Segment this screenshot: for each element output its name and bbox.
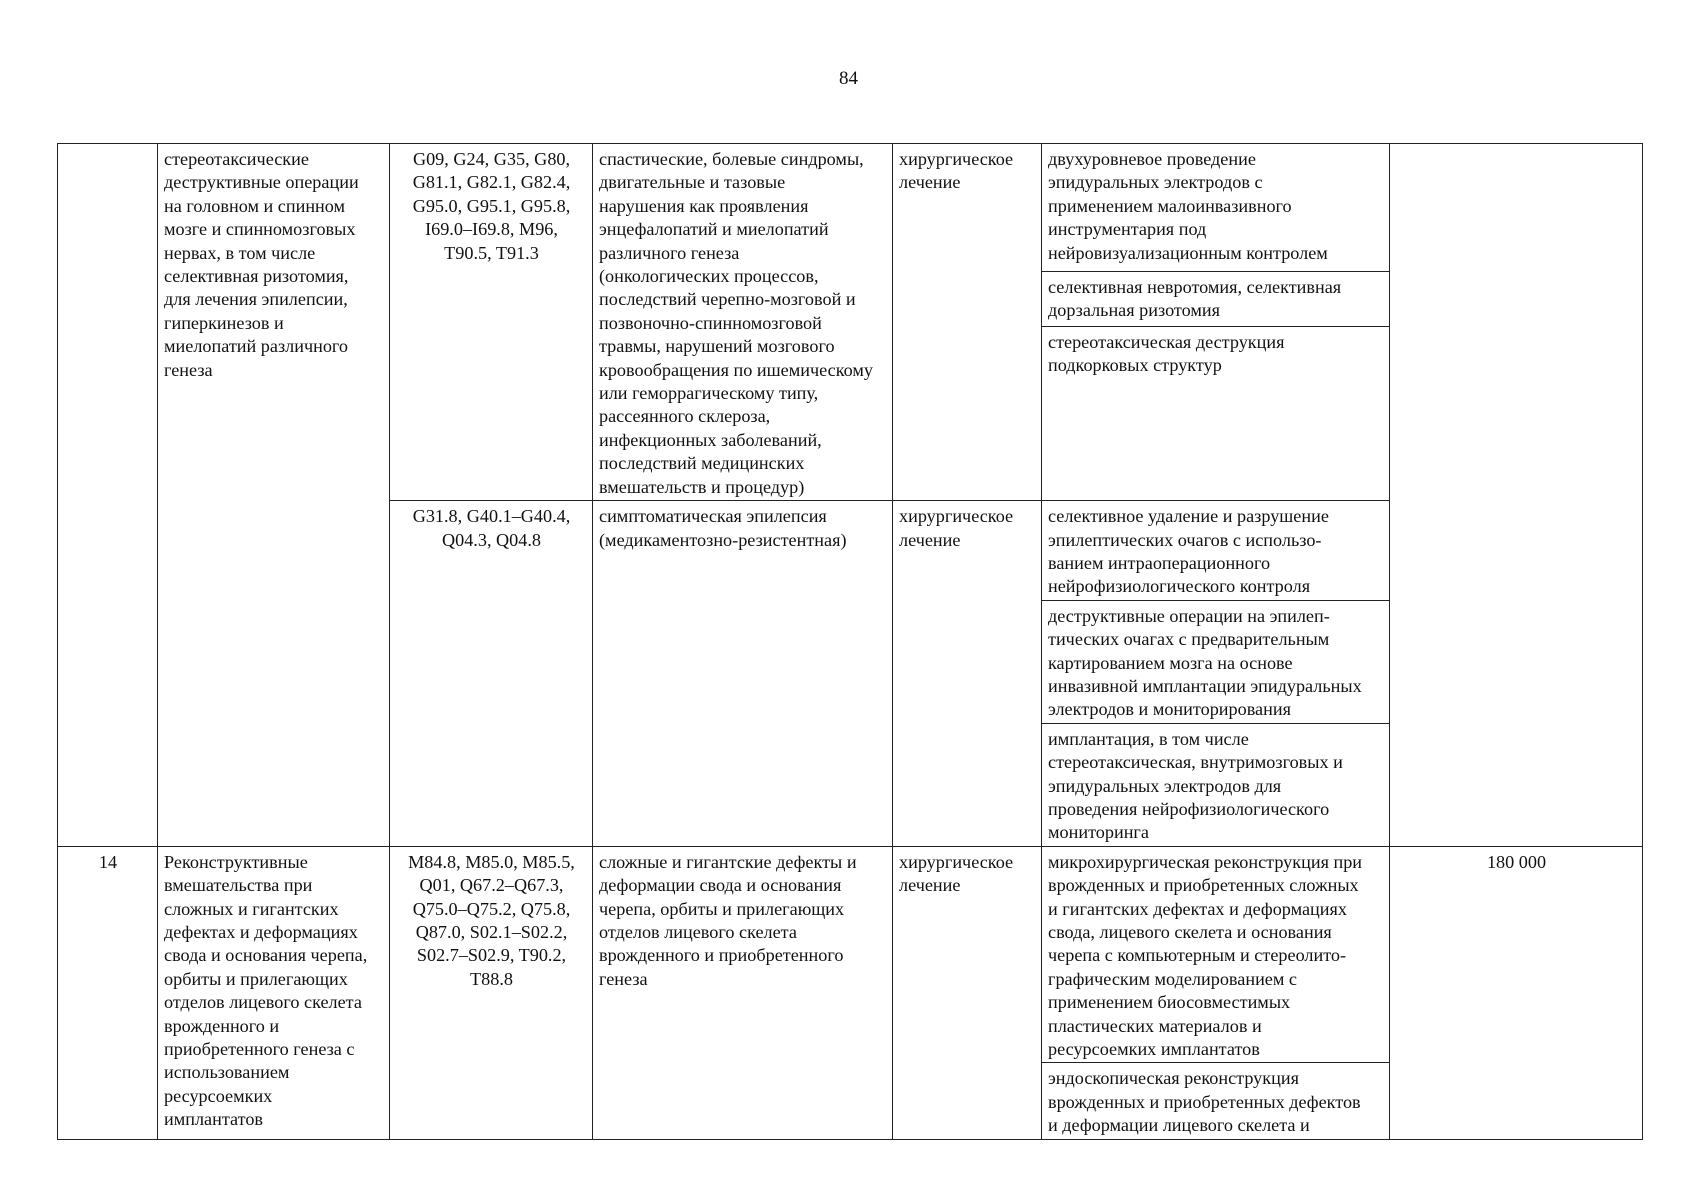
- patient-model-cell: спастические, болевые синдромы, двигательные и тазовые нарушения как проявления энцефалопатий и миелопатий различного генеза (онкологических процессов, последствий черепно-мозговой и позвоночно-спинномозговой травмы, нарушений мозгового кровообращения по ишемическому или геморрагическому типу, рассеянного склероза, инфекционных заболеваний, последствий медицинских вмешательств и процедур): [593, 144, 893, 501]
- icd-codes-cell: G09, G24, G35, G80, G81.1, G82.1, G82.4, G95.0, G95.1, G95.8, I69.0–I69.8, M96, T90.5, T91.3: [390, 144, 593, 501]
- cost-cell: 180 000: [1390, 846, 1643, 1139]
- intervention-name-cell: стереотаксические деструктивные операции на головном и спинном мозге и спинномозговых нервах, в том числе селективная ризотомия, для лечения эпилепсии, гиперкинезов и миелопатий различного генеза: [158, 144, 390, 847]
- treatment-type-cell: хирургическое лечение: [893, 846, 1042, 1139]
- icd-codes-cell: M84.8, M85.0, M85.5, Q01, Q67.2–Q67.3, Q75.0–Q75.2, Q75.8, Q87.0, S02.1–S02.2, S02.7–S02.9, T90.2, T88.8: [390, 846, 593, 1139]
- table-row: [58, 144, 1643, 272]
- treatment-method-cell: двухуровневое проведение эпидуральных электродов с применением малоинвазивного инструментария под нейровизуализационным контролем: [1042, 144, 1390, 272]
- row-number-cell: 14: [58, 846, 158, 1139]
- row-number-cell: [58, 144, 158, 847]
- table-row: [58, 846, 1643, 1063]
- medical-care-table: [57, 143, 1643, 1140]
- treatment-method-cell: стереотаксическая деструкция подкорковых структур: [1042, 326, 1390, 500]
- page-number: 84: [839, 68, 858, 89]
- treatment-method-cell: селективное удаление и разрушение эпилептических очагов с использо- ванием интраоперационного нейрофизиологического контроля: [1042, 501, 1390, 601]
- treatment-type-cell: хирургическое лечение: [893, 501, 1042, 847]
- icd-codes-cell: G31.8, G40.1–G40.4, Q04.3, Q04.8: [390, 501, 593, 847]
- treatment-method-cell: селективная невротомия, селективная дорзальная ризотомия: [1042, 271, 1390, 326]
- treatment-method-cell: имплантация, в том числе стереотаксическая, внутримозговых и эпидуральных электродов для проведения нейрофизиологического мониторинга: [1042, 723, 1390, 846]
- treatment-type-cell: хирургическое лечение: [893, 144, 1042, 501]
- treatment-method-cell: деструктивные операции на эпилеп- тических очагах с предварительным картированием мозга на основе инвазивной имплантации эпидуральных электродов и мониторирования: [1042, 600, 1390, 723]
- cost-cell: [1390, 144, 1643, 847]
- patient-model-cell: сложные и гигантские дефекты и деформации свода и основания черепа, орбиты и прилегающих отделов лицевого скелета врожденного и приобретенного генеза: [593, 846, 893, 1139]
- patient-model-cell: симптоматическая эпилепсия (медикаментозно-резистентная): [593, 501, 893, 847]
- treatment-method-cell: эндоскопическая реконструкция врожденных и приобретенных дефектов и деформации лицевого скелета и: [1042, 1063, 1390, 1139]
- treatment-method-cell: микрохирургическая реконструкция при врожденных и приобретенных сложных и гигантских дефектах и деформациях свода, лицевого скелета и основания черепа с компьютерным и стереолито- графическим моделированием с применением биосовместимых пластических материалов и ресурсоемких имплантатов: [1042, 846, 1390, 1063]
- intervention-name-cell: Реконструктивные вмешательства при сложных и гигантских дефектах и деформациях свода и основания черепа, орбиты и прилегающих отделов лицевого скелета врожденного и приобретенного генеза с использованием ресурсоемких имплантатов: [158, 846, 390, 1139]
